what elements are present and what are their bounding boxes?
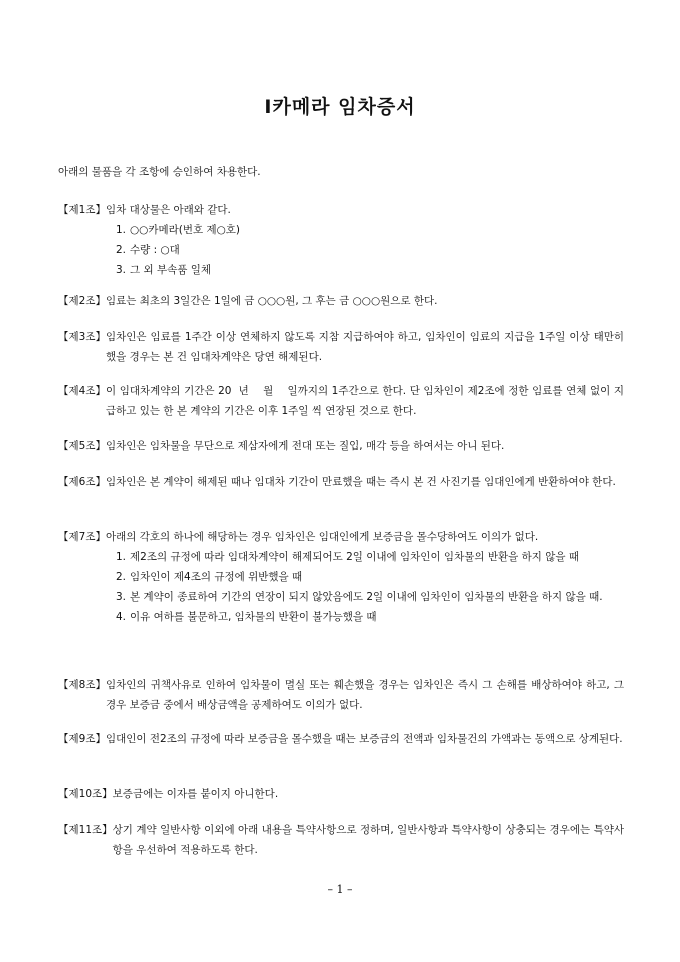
article-label: 【제3조】 — [58, 331, 106, 343]
list-item: 3. 그 외 부속품 일체 — [116, 264, 212, 276]
article-label: 【제8조】 — [58, 679, 106, 691]
article-6 — [58, 472, 624, 492]
article-text: 이 임대차계약의 기간은 20 년 월 일까지의 1주간으로 한다. 단 임차인이 제2조에 정한 임료를 연체 없이 지급하고 있는 한 본 계약의 기간은 이후 1주일 씩 연장된 것으로 한다. — [105, 385, 624, 417]
article-label: 【제1조】 — [58, 204, 106, 216]
article-text: 상기 계약 일반사항 이외에 아래 내용을 특약사항으로 정하며, 일반사항과 특약사항이 상충되는 경우에는 특약사항을 우선하여 적용하도록 한다. — [112, 824, 624, 856]
article-1-items — [116, 220, 624, 280]
article-2 — [58, 291, 624, 311]
article-label: 【제10조】 — [58, 788, 113, 800]
article-11 — [58, 820, 624, 860]
article-label: 【제9조】 — [58, 733, 106, 745]
article-label: 【제2조】 — [58, 295, 106, 307]
article-label: 【제4조】 — [58, 385, 106, 397]
page-number: – 1 – — [327, 883, 353, 896]
article-text: 임차 대상물은 아래와 같다. — [105, 204, 231, 216]
article-1 — [58, 200, 624, 280]
article-4 — [58, 381, 624, 421]
list-item: 4. 이유 여하를 불문하고, 임차물의 반환이 불가능했을 때 — [116, 611, 377, 623]
article-8 — [58, 675, 624, 715]
article-label: 【제7조】 — [58, 531, 106, 543]
article-text: 아래의 각호의 하나에 해당하는 경우 임차인은 임대인에게 보증금을 몰수당하여도 이의가 없다. — [105, 531, 539, 543]
article-3 — [58, 327, 624, 367]
article-text: 임차인의 귀책사유로 인하여 임차물이 멸실 또는 훼손했을 경우는 임차인은 즉시 그 손해를 배상하여야 하고, 그 경우 보증금 중에서 배상금액을 공제하여도 이의가 없다. — [105, 679, 624, 711]
list-item: 1. ○○카메라(번호 제○호) — [116, 224, 241, 236]
article-10 — [58, 784, 624, 804]
article-7 — [58, 527, 624, 627]
article-label: 【제6조】 — [58, 476, 106, 488]
list-item: 2. 임차인이 제4조의 규정에 위반했을 때 — [116, 571, 303, 583]
article-9 — [58, 729, 624, 749]
article-text: 임료는 최초의 3일간은 1일에 금 ○○○원, 그 후는 금 ○○○원으로 한다. — [105, 295, 438, 307]
article-text: 임차인은 본 계약이 해제된 때나 임대차 기간이 만료했을 때는 즉시 본 건 사진기를 임대인에게 반환하여야 한다. — [105, 476, 616, 488]
article-label: 【제11조】 — [58, 824, 113, 836]
article-7-items — [116, 547, 624, 627]
article-text: 임차인은 임차물을 무단으로 제삼자에게 전대 또는 질입, 매각 등을 하여서는 아니 된다. — [105, 440, 505, 452]
list-item: 2. 수량 : ○대 — [116, 244, 180, 256]
article-text: 보증금에는 이자를 붙이지 아니한다. — [112, 788, 279, 800]
list-item: 3. 본 계약이 종료하여 기간의 연장이 되지 않았음에도 2일 이내에 임차인이 임차물의 반환을 하지 않을 때. — [116, 591, 603, 603]
list-item: 1. 제2조의 규정에 따라 임대차계약이 해제되어도 2일 이내에 임차인이 임차물의 반환을 하지 않을 때 — [116, 551, 579, 563]
document-title: I카메라 임차증서 — [264, 96, 416, 118]
article-text: 임차인은 임료를 1주간 이상 연체하지 않도록 지참 지급하여야 하고, 임차인이 임료의 지급을 1주일 이상 태만히 했을 경우는 본 건 임대차계약은 당연 해제된다. — [105, 331, 624, 363]
intro-text: 아래의 물품을 각 조항에 승인하여 차용한다. — [58, 166, 261, 178]
article-label: 【제5조】 — [58, 440, 106, 452]
article-text: 임대인이 전2조의 규정에 따라 보증금을 몰수했을 때는 보증금의 전액과 임차물건의 가액과는 동액으로 상계된다. — [105, 733, 623, 745]
article-5 — [58, 436, 624, 456]
